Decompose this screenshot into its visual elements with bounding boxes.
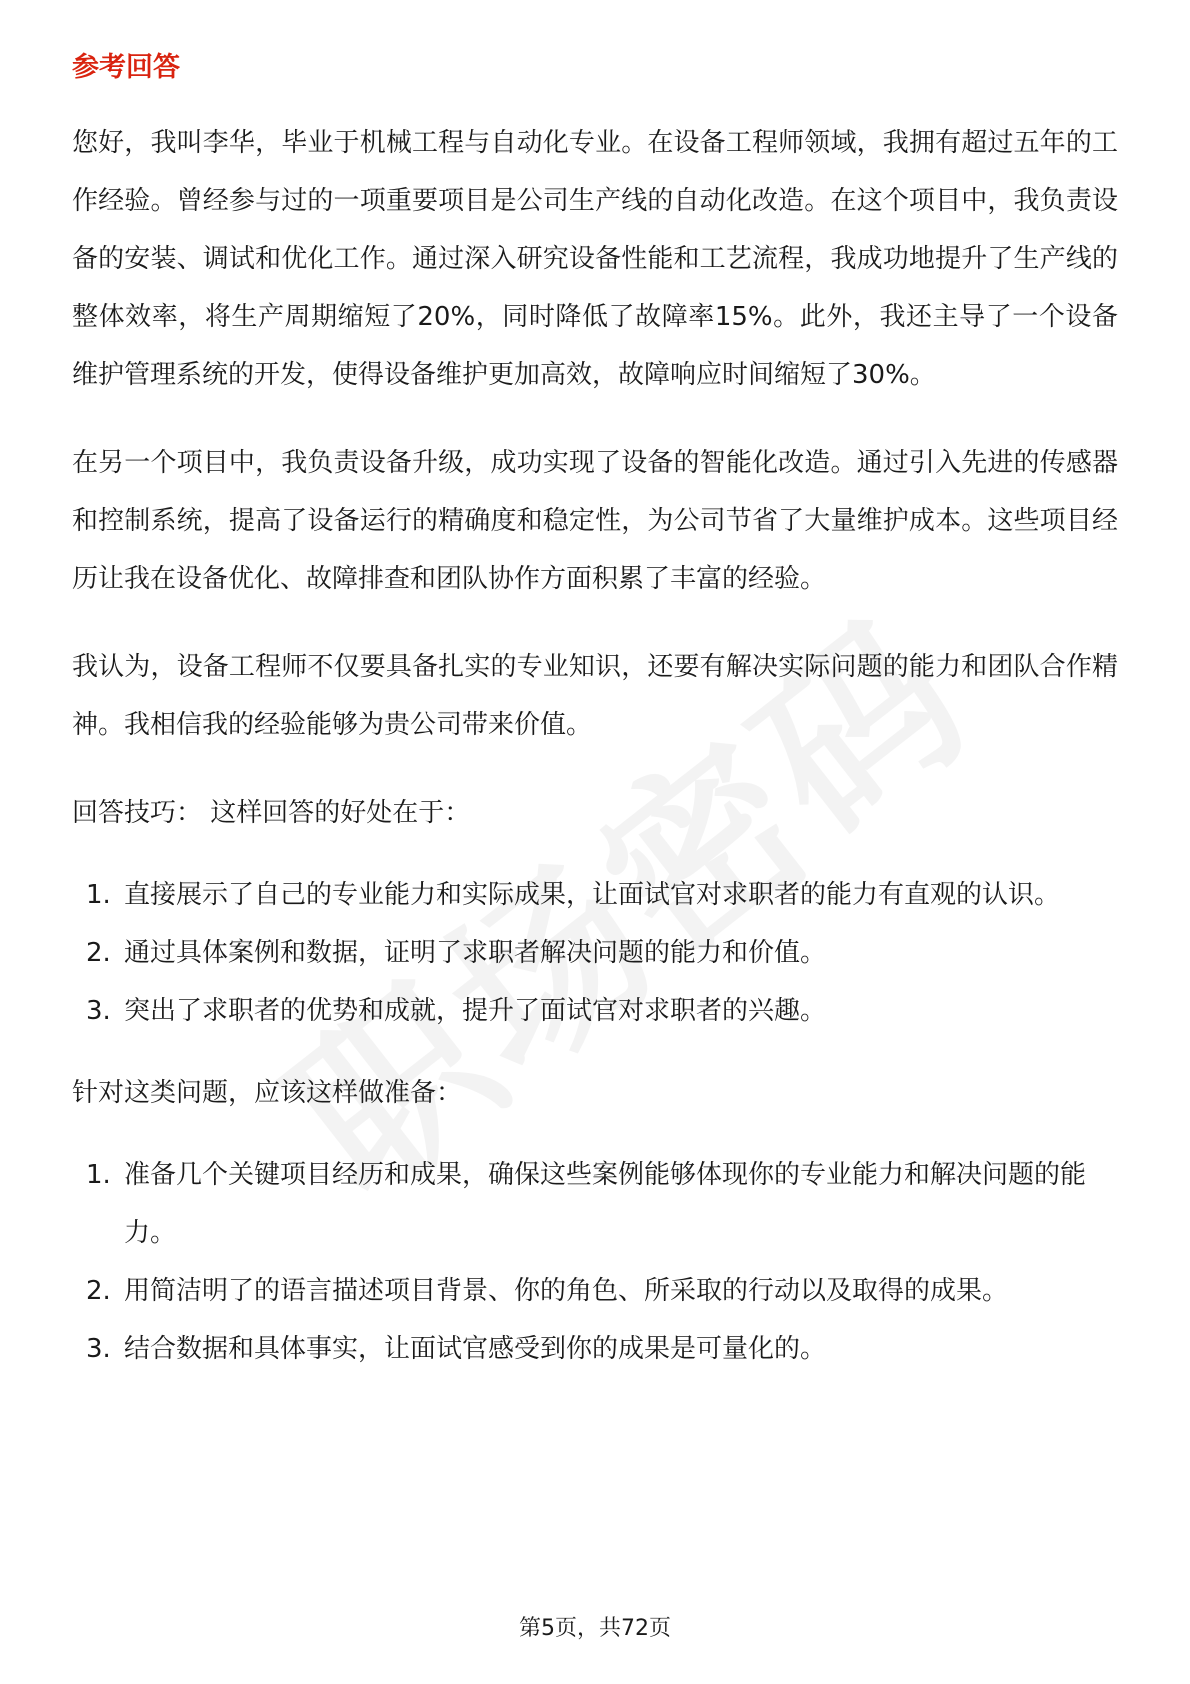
list-item-text: 准备几个关键项目经历和成果，确保这些案例能够体现你的专业能力和解决问题的能力。 — [124, 1160, 1087, 1248]
prep-label: 针对这类问题，应该这样做准备： — [72, 1078, 463, 1108]
list-item-text: 通过具体案例和数据，证明了求职者解决问题的能力和价值。 — [124, 938, 827, 968]
list-item-text: 直接展示了自己的专业能力和实际成果，让面试官对求职者的能力有直观的认识。 — [124, 880, 1061, 910]
tips-label: 回答技巧： 这样回答的好处在于： — [72, 798, 471, 828]
page-footer: 第5页，共72页 — [519, 1616, 671, 1641]
list-item-number: 1. — [86, 880, 111, 910]
list-item — [72, 866, 1118, 924]
list-item — [72, 1320, 1118, 1378]
list-item — [72, 1262, 1118, 1320]
list-item-number: 3. — [86, 1334, 111, 1364]
list-item — [72, 1146, 1118, 1262]
list-item — [72, 924, 1118, 982]
list-item-text: 结合数据和具体事实，让面试官感受到你的成果是可量化的。 — [124, 1334, 827, 1364]
section-heading: 参考回答 — [72, 52, 180, 83]
answer-paragraph-2: 在另一个项目中，我负责设备升级，成功实现了设备的智能化改造。通过引入先进的传感器和控制系统，提高了设备运行的精确度和稳定性，为公司节省了大量维护成本。这些项目经历让我在设备优化、故障排查和团队协作方面积累了丰富的经验。 — [72, 448, 1118, 594]
tips-list — [72, 866, 1118, 1040]
list-item-number: 3. — [86, 996, 111, 1026]
prep-list — [72, 1146, 1118, 1378]
list-item-number: 2. — [86, 1276, 111, 1306]
list-item-number: 1. — [86, 1160, 111, 1190]
answer-paragraph-3: 我认为，设备工程师不仅要具备扎实的专业知识，还要有解决实际问题的能力和团队合作精神。我相信我的经验能够为贵公司带来价值。 — [72, 652, 1118, 740]
list-item — [72, 982, 1118, 1040]
answer-paragraph-1: 您好，我叫李华，毕业于机械工程与自动化专业。在设备工程师领域，我拥有超过五年的工作经验。曾经参与过的一项重要项目是公司生产线的自动化改造。在这个项目中，我负责设备的安装、调试和优化工作。通过深入研究设备性能和工艺流程，我成功地提升了生产线的整体效率，将生产周期缩短了20%，同时降低了故障率15%。此外，我还主导了一个设备维护管理系统的开发，使得设备维护更加高效，故障响应时间缩短了30%。 — [72, 128, 1118, 390]
document-page — [72, 48, 1118, 1402]
list-item-text: 突出了求职者的优势和成就，提升了面试官对求职者的兴趣。 — [124, 996, 827, 1026]
list-item-text: 用简洁明了的语言描述项目背景、你的角色、所采取的行动以及取得的成果。 — [124, 1276, 1009, 1306]
list-item-number: 2. — [86, 938, 111, 968]
